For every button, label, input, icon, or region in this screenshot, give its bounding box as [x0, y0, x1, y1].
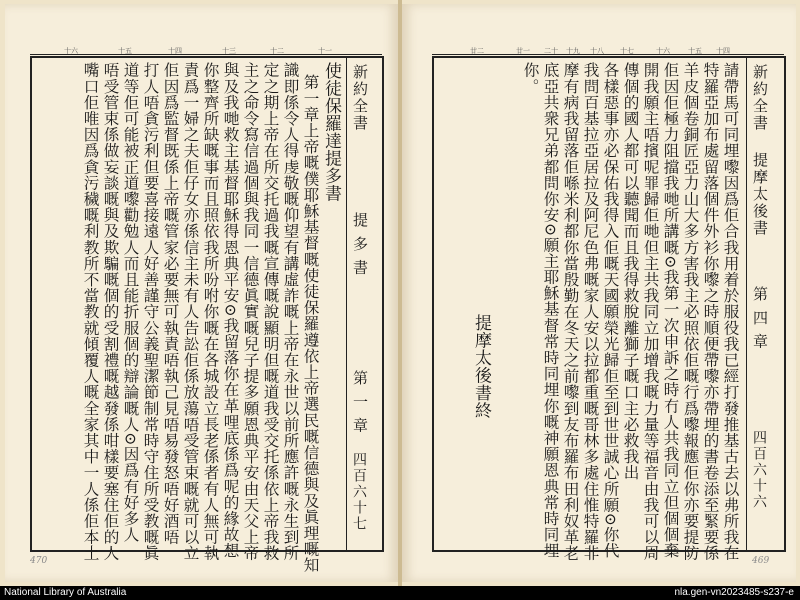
left-text-column: 與及我哋救主基督耶穌得恩典平安⊙我留落你在革哩底係爲呢的緣故想: [221, 62, 240, 559]
left-line-number: 十一: [318, 47, 332, 55]
left-text-column: 主之命令寫信過個與我同一信德眞實嘅兒子提多願恩典平安由天父上帝: [241, 62, 260, 562]
right-line-number: 廿一: [516, 47, 530, 55]
right-pencil-mark: 469: [752, 556, 770, 566]
left-line-number: 十三: [222, 47, 236, 55]
right-line-number: 廿二: [470, 47, 484, 55]
right-text-column: 各樣惡事亦必保佑我得入佢嘅天國願榮光歸佢至到世世誠心所願⊙你代: [601, 62, 620, 559]
right-book-title: 新約全書: [751, 64, 769, 132]
right-header-rule: [432, 54, 784, 55]
right-text-column: 傳個的國人都可以聽聞而且我得救脫離獅子嘅口主必救我出: [621, 62, 640, 481]
right-text-column: 請帶馬可同埋嚟因爲佢合我用着於服役我已經打發推基古去以弗所我在: [721, 62, 740, 562]
right-text-column: 底亞共衆兄弟都問你安⊙願主耶穌基督常時同埋你嘅神願恩典常時同埋: [541, 62, 560, 559]
book-gutter: [398, 0, 402, 586]
left-text-column: 責爲一婦之夫佢仔女亦係信主未有人告訟佢係放蕩唔受管束嘅就可以立: [181, 62, 200, 562]
left-text-column: 識即係令人得虔敬嘅仰望有講虛詐嘅上帝在永世以前所應許嘅永生到所: [281, 62, 300, 562]
right-line-number: 十四: [716, 47, 730, 55]
left-pencil-mark: 470: [30, 556, 48, 566]
left-line-number: 十五: [118, 47, 132, 55]
left-text-column: 打人唔貪污利但要喜接遠人好善謹守公義聖潔節制常時守住所受教嘅眞: [141, 62, 160, 562]
right-text-column: 摩有病我留落佢喺米利都你當殷勤在冬天之前嚟到友布羅布田利奴革老: [561, 62, 580, 562]
left-text-column: 定之期上帝在所交托過我嘅宣傳嘅說顯明但嘅道我受交托係依上帝我救: [261, 62, 280, 562]
left-chapter: 第 一 章: [351, 370, 369, 435]
left-line-number: 十二: [270, 47, 284, 55]
left-line-number: 十六: [64, 47, 78, 55]
left-book-name: 提 多 書: [351, 212, 369, 277]
left-text-column: 嘴口佢唯因爲貪污穢嘅利教所不當教就傾覆人嘅全家其中一人係佢本土: [81, 62, 100, 562]
right-text-column: 特羅亞加布處留落個件外衫你嚟之時順便帶嚟亦帶埋的書卷添至緊要係: [701, 62, 720, 562]
left-margin-rule: [346, 56, 347, 550]
left-text-column: 你整齊所缺嘅事而且照依我所吩咐你嘅在各城設立長老係者有人無可執: [201, 62, 220, 562]
right-line-number: 十九: [566, 47, 580, 55]
right-text-column: 佢因佢極力阻擋我哋所講嘅⊙我第一次申訴之時冇人共我同立但個個棄: [661, 62, 680, 559]
right-text-column: 羊皮個卷銅匠亞力山大多方害我主必照依佢嘅行爲嚟報應佢你亦要提防: [681, 62, 700, 562]
footer-library-name: National Library of Australia: [4, 587, 127, 598]
left-text-column: 唔受管束係做妄談嘅與及欺騙嘅個的受割禮嘅越發係咁樣要塞住佢的人: [101, 62, 120, 562]
left-text-column: 佢因爲監督既係上帝嘅管家必要無可執責唔執己見唔易發怒唔好酒唔: [161, 62, 180, 545]
right-text-column: 開我願主唔擯呢罪歸佢哋但主共我同立加增我嘅力量等福音由我可以周: [641, 62, 660, 562]
right-line-number: 二十: [544, 47, 558, 55]
right-line-number: 十五: [688, 47, 702, 55]
right-text-column: 我問百基拉亞居拉及阿尼色弗嘅家人安以拉都重嘅哥林多處住惟特羅非: [581, 62, 600, 562]
left-text-column: 第一章上帝嘅僕耶穌基督嘅使徒保羅遵依上帝選民嘅信德與及眞理嘅知: [301, 74, 320, 574]
right-text-column: 你。: [521, 62, 540, 95]
right-line-number: 十六: [656, 47, 670, 55]
left-book-title: 新約全書: [351, 64, 369, 132]
left-page-number: 四百六十七: [351, 452, 367, 532]
left-text-column: 道等佢可能被正道嚟勸勉人而且能折服個的辯論嘅人⊙因爲有好多人: [121, 62, 140, 543]
left-line-number: 十四: [168, 47, 182, 55]
footer-record-id: nla.gen-vn2023485-s237-e: [674, 587, 794, 598]
left-heading-column: 使徒保羅達提多書: [321, 62, 341, 202]
right-margin-rule: [746, 56, 747, 550]
right-line-number: 十八: [590, 47, 604, 55]
right-book-end-mark: 提摩太後書終: [471, 314, 491, 419]
right-page-number: 四百六十六: [751, 430, 767, 510]
right-line-number: 十七: [620, 47, 634, 55]
right-book-name: 提摩太後書: [751, 152, 769, 237]
right-chapter: 第 四 章: [751, 286, 769, 351]
footer-bar: [0, 586, 800, 600]
